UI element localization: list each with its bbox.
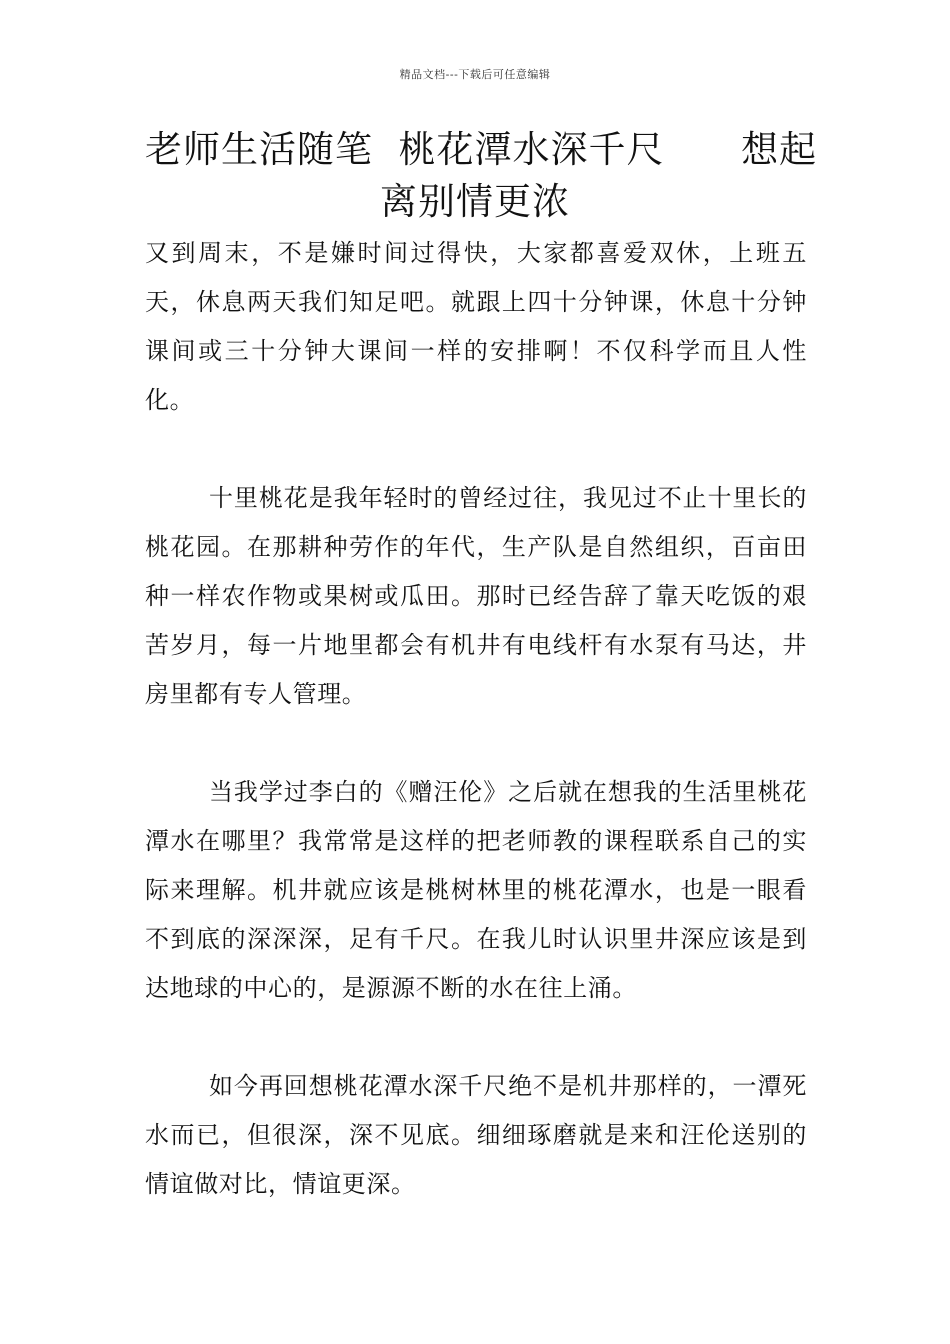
header-note: 精品文档---下载后可任意编辑 bbox=[399, 68, 551, 81]
page-title bbox=[145, 124, 818, 228]
title-line-1: 老师生活随笔 桃花潭水深千尺 想起 bbox=[145, 128, 818, 171]
paragraph-3: 当我学过李白的《赠汪伦》之后就在想我的生活里桃花潭水在哪里？我常常是这样的把老师教的课程联系自己的实际来理解。机井就应该是桃树林里的桃花潭水，也是一眼看不到底的深深深，足有千尺。在我儿时认识里井深应该是到达地球的中心的，是源源不断的水在往上涌。 bbox=[145, 778, 807, 1002]
paragraph-4: 如今再回想桃花潭水深千尺绝不是机井那样的，一潭死水而已，但很深，深不见底。细细琢磨就是来和汪伦送别的情谊做对比，情谊更深。 bbox=[145, 1072, 807, 1198]
article-body bbox=[145, 229, 807, 1258]
paragraph-2: 十里桃花是我年轻时的曾经过往，我见过不止十里长的桃花园。在那耕种劳作的年代，生产队是自然组织，百亩田种一样农作物或果树或瓜田。那时已经告辞了靠天吃饭的艰苦岁月，每一片地里都会有机井有电线杆有水泵有马达，井房里都有专人管理。 bbox=[145, 484, 807, 708]
paragraph-1: 又到周末，不是嫌时间过得快，大家都喜爱双休，上班五天，休息两天我们知足吧。就跟上四十分钟课，休息十分钟课间或三十分钟大课间一样的安排啊！不仅科学而且人性化。 bbox=[145, 239, 807, 414]
title-line-2: 离别情更浓 bbox=[380, 180, 570, 223]
